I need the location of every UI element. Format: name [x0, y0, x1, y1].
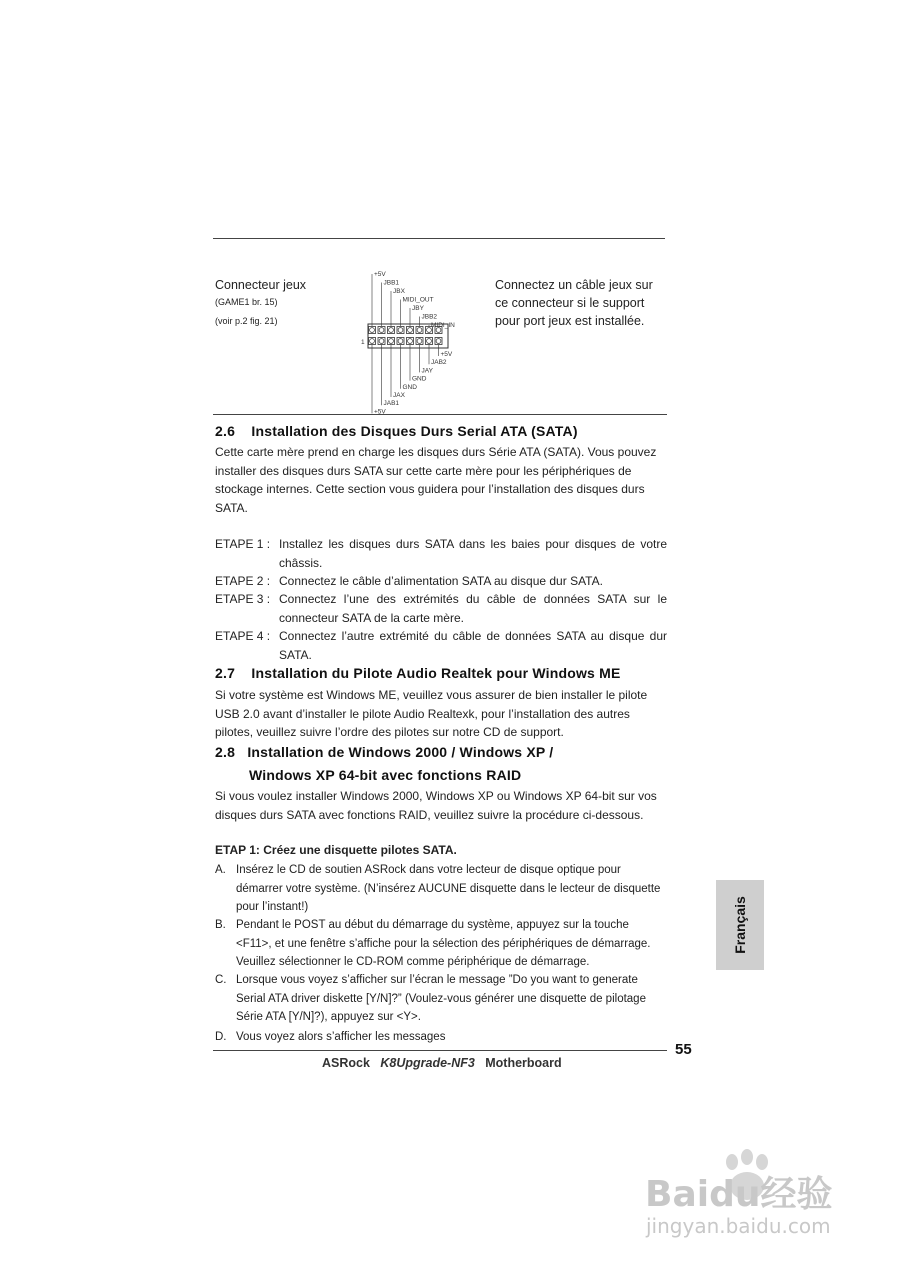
step-text: Connectez l’une des extrémités du câble de données SATA sur le connecteur SATA de la carte mère. [279, 592, 667, 625]
step-3 [215, 590, 667, 627]
item-label: C. [215, 974, 227, 986]
item-label: D. [215, 1031, 227, 1043]
list-item-d [215, 1028, 667, 1047]
etap-1-title: ETAP 1: Créez une disquette pilotes SATA. [215, 843, 457, 857]
language-tab-label: Français [732, 896, 748, 954]
item-text: Vous voyez alors s’afficher les messages [236, 1031, 446, 1043]
section-rule-2-6 [213, 414, 667, 415]
section-2-8-title-line2: Windows XP 64-bit avec fonctions RAID [249, 767, 522, 783]
pin-hole [370, 328, 375, 333]
pin-hole [398, 328, 403, 333]
step-2 [215, 572, 667, 591]
pin1-marker: 1 [361, 339, 365, 346]
footer-model: K8Upgrade-NF3 [380, 1056, 475, 1070]
pin-label-top: MIDI_IN [431, 322, 455, 329]
section-2-8-title-line1: 2.8 Installation de Windows 2000 / Windows XP / [215, 744, 554, 760]
pin-hole [398, 339, 403, 344]
connector-ref-pin: (GAME1 br. 15) [215, 297, 278, 307]
pin-label-bottom: GND [402, 383, 417, 391]
list-item-a [215, 861, 667, 917]
step-label: ETAPE 2 : [215, 574, 271, 588]
footer-product: Motherboard [485, 1056, 562, 1070]
section-2-7-title: 2.7 Installation du Pilote Audio Realtek pour Windows ME [215, 665, 621, 681]
pin-label-bottom: JAY [421, 367, 433, 375]
step-label: ETAPE 1 : [215, 537, 271, 551]
pin-hole [379, 339, 384, 344]
item-text: Pendant le POST au début du démarrage du système, appuyez sur la touche <F11>, et une fenêtre s’affiche pour la sélection des périphériques de démarrage. Veuillez sélectionner le CD-ROM comme périphérique de démarrage. [236, 919, 651, 968]
pin-hole [379, 328, 384, 333]
item-text: Lorsque vous voyez s’afficher sur l’écran le message ”Do you want to generate Serial ATA driver diskette [Y/N]?” (Voulez-vous générer une disquette de pilotage Série ATA [Y/N]?), appuyez sur <Y>. [236, 974, 646, 1023]
pin-label-top: JBB1 [383, 279, 400, 287]
pin-label-top: +5V [374, 271, 386, 278]
pin-hole [427, 339, 432, 344]
step-label: ETAPE 3 : [215, 592, 271, 606]
pin-label-bottom: +5V [440, 351, 453, 358]
item-text: Insérez le CD de soutien ASRock dans votre lecteur de disque optique pour démarrer votre système. (N’insérez AUCUNE disquette dans le lecteur de disquette pour l’instant!) [236, 864, 661, 913]
footer-brand: ASRock [322, 1056, 370, 1070]
step-4 [215, 627, 667, 664]
section-2-6-title: 2.6 Installation des Disques Durs Serial ATA (SATA) [215, 423, 578, 439]
pin-label-bottom: JAB2 [431, 359, 447, 367]
pin-hole [389, 339, 394, 344]
top-rule [213, 238, 665, 239]
footer-product-line [322, 1056, 562, 1070]
pin-label-top: JBX [393, 288, 405, 295]
pin-label-top: JBY [412, 305, 424, 312]
item-label: A. [215, 864, 226, 876]
item-label: B. [215, 919, 226, 931]
pin-hole [417, 328, 422, 333]
step-text: Connectez l’autre extrémité du câble de données SATA au disque dur SATA. [279, 629, 667, 662]
pin-label-top: JBB2 [421, 313, 438, 321]
list-item-c [215, 971, 667, 1027]
pin-hole [370, 339, 375, 344]
step-label: ETAPE 4 : [215, 629, 271, 643]
footer-rule [213, 1050, 667, 1051]
step-text: Connectez le câble d’alimentation SATA au disque dur SATA. [279, 574, 603, 588]
pin-label-bottom: GND [412, 375, 427, 383]
game-connector-diagram [358, 268, 468, 414]
pin-label-bottom: +5V [374, 408, 386, 414]
language-tab [716, 880, 764, 970]
section-2-7-body: Si votre système est Windows ME, veuillez vous assurer de bien installer le pilote USB 2.0 avant d’installer le pilote Audio Realtexk, pour l’installation des autres pilotes, veuillez suivre l’ordre des pilotes sur notre CD de support. [215, 688, 648, 739]
page-number: 55 [675, 1041, 692, 1058]
pin-hole [408, 328, 413, 333]
pin-label-bottom: JAB1 [383, 400, 400, 408]
section-2-6-body: Cette carte mère prend en charge les disques durs Série ATA (SATA). Vous pouvez installer des disques durs SATA sur cette carte mère pour les périphériques de stockage internes. Cette section vous guidera pour l’installation des disques durs SATA. [215, 445, 657, 515]
connector-description: Connectez un câble jeux sur ce connecteur si le support pour port jeux est installée. [495, 278, 653, 328]
pin-hole [417, 339, 422, 344]
pin-label-bottom: JAX [393, 392, 405, 399]
pin-hole [408, 339, 413, 344]
watermark-url: jingyan.baidu.com [646, 1214, 831, 1238]
step-1 [215, 535, 667, 572]
connector-title: Connecteur jeux [215, 278, 307, 292]
pin-hole [436, 339, 441, 344]
list-item-b [215, 916, 667, 972]
watermark-logo: Baidu经验 [645, 1174, 833, 1215]
pin-label-top: MIDI_OUT [402, 296, 434, 304]
pin-hole [389, 328, 394, 333]
step-text: Installez les disques durs SATA dans les baies pour disques de votre châssis. [279, 537, 667, 570]
connector-ref-figure: (voir p.2 fig. 21) [215, 316, 278, 326]
section-2-8-body: Si vous voulez installer Windows 2000, Windows XP ou Windows XP 64-bit sur vos disques durs SATA avec fonctions RAID, veuillez suivre la procédure ci-dessous. [215, 789, 657, 822]
